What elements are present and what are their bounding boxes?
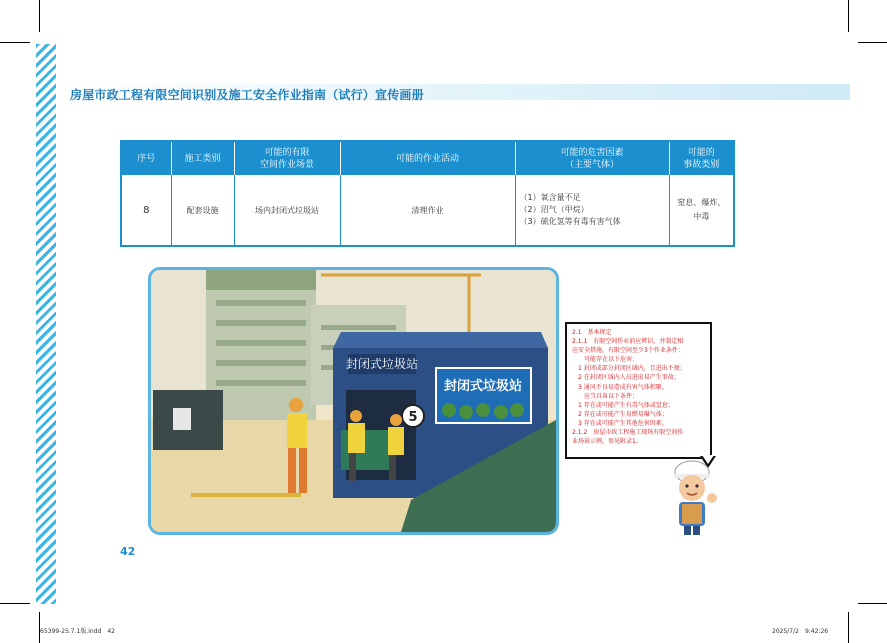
col-header-scene: 可能的有限 空间作业场景 [234,141,340,175]
col-header-accident: 可能的 事故类别 [669,141,734,175]
callout-line: 3 通风不良易造成有害气体积聚。 [572,383,668,391]
callout-line: 应安全措施，有限空间至少3个作业条件： [572,347,684,355]
hazard-item: （1）氧含量不足 [519,193,581,202]
col-header-activity: 可能的作业活动 [340,141,515,175]
crop-mark [858,603,887,604]
number-badge: 5 [408,410,418,425]
page-title: 房屋市政工程有限空间识别及施工安全作业指南（试行）宣传画册 [70,88,424,102]
callout-line: 2 存在或可能产生易燃易爆气体； [572,410,668,418]
cell-activity: 清理作业 [340,175,515,246]
callout-line: 3 存在或可能产生其他危害因素。 [572,419,668,427]
callout-line: 2.1 基本规定 [572,329,612,336]
decorative-stripe [36,44,56,604]
cell-hazards [515,175,669,246]
hazard-item: （3）硫化氢等有毒有害气体 [519,217,621,226]
footer-file-info: 65399-25.7.1版.indd 42 [40,628,115,635]
crop-mark [39,0,40,32]
callout-line: 业场景示例，参见附录1。 [572,438,642,446]
callout-line: 可能存在以下危害： [572,356,639,364]
crop-mark [858,42,887,43]
table-header-row [121,141,734,175]
hazard-item: （2）沼气（甲烷） [519,205,589,214]
cell-scene: 场内封闭式垃圾站 [234,175,340,246]
callout-line: 2.1.2 房屋市政工程施工现场有限空间作 [572,429,684,437]
crop-mark [0,603,30,604]
crop-mark [0,42,30,43]
station-sign-main: 封闭式垃圾站 [443,379,523,394]
callout-line: 2 在封闭区域内人员进出易产生事故； [572,374,680,382]
cell-accident: 窒息、爆炸、 中毒 [677,198,726,221]
callout-line: 1 封闭或部分封闭区域内，且进出不便； [572,365,686,373]
cell-no: 8 [121,175,171,246]
station-sign-top: 封闭式垃圾站 [345,357,419,371]
callout-line: 2.1.1 有限空间作业前应辨识，并制定相 [572,338,684,346]
cell-category: 配套设施 [171,175,234,246]
footer-timestamp: 2025/7/2 9:42:26 [772,628,829,635]
col-header-no: 序号 [121,141,171,175]
table-row [121,175,734,246]
regulation-callout [565,322,712,459]
mascot-worker [662,458,722,536]
construction-illustration [148,267,559,535]
scene-drawing [151,270,556,532]
callout-line: 1 存在或可能产生有毒气体或窒息； [572,401,674,409]
hazard-table [120,140,735,247]
crop-mark [848,0,849,32]
page-number: 42 [120,545,136,558]
crop-mark [848,612,849,643]
col-header-category: 施工类别 [171,141,234,175]
col-header-hazards: 可能的危害因素 （主要气体） [515,141,669,175]
callout-line: 应当具备以下条件： [572,392,639,400]
